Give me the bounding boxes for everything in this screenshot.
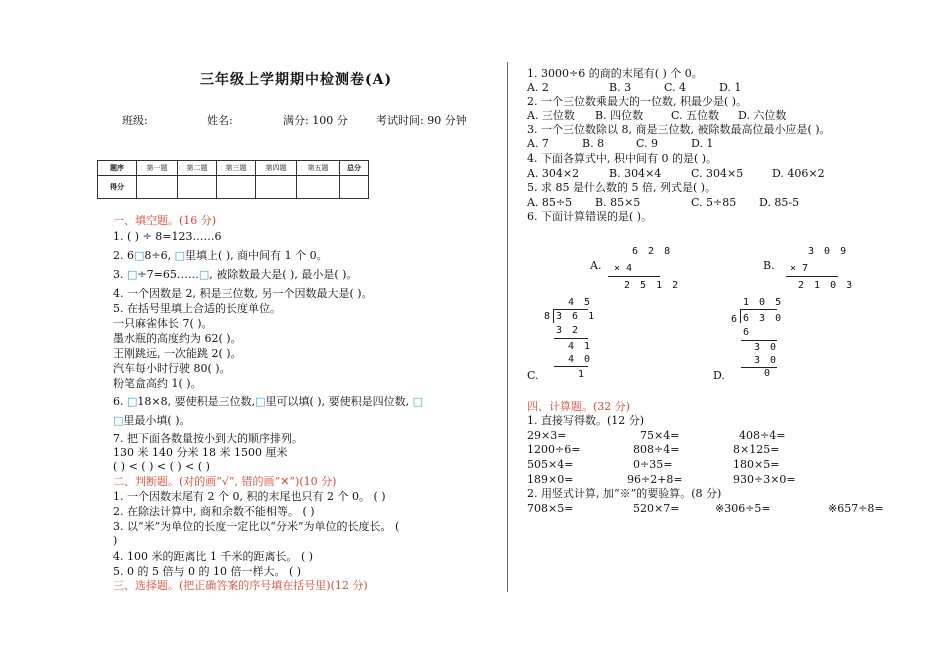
calc-a-label: A. [590, 259, 602, 272]
judge-q2: 2. 在除法计算中, 商和余数不能相等。 ( ) [113, 505, 315, 518]
blank-box-icon: □ [127, 268, 138, 281]
fill-q5: 5. 在括号里填上合适的长度单位。 [113, 302, 281, 315]
calc-c-dividend: 3 6 1 [556, 311, 597, 322]
calc-a-result: 2 5 1 2 [624, 280, 681, 291]
judge-q4: 4. 100 米的距离比 1 千米的距离长。 ( ) [113, 550, 314, 563]
score-row-label: 得分 [98, 176, 137, 199]
blank-box-icon: □ [412, 395, 423, 408]
choice-q3-b: B. 8 [582, 137, 605, 150]
score-cell[interactable] [256, 176, 297, 199]
calc-d-divisor: 6 [731, 314, 740, 325]
calc-a-top: 6 2 8 [632, 246, 673, 257]
oral-item: 505×4= [527, 458, 574, 471]
calc-a-line [608, 276, 660, 277]
fill-q6 [113, 395, 423, 409]
calc-d-dividend: 6 3 0 [743, 313, 784, 324]
calc-c-quotient: 4 5 [568, 297, 593, 308]
choice-q5-c: C. 5÷85 [691, 196, 737, 209]
calc-c-label: C. [527, 369, 539, 382]
choice-q2: 2. 一个三位数乘最大的一位数, 积最少是( )。 [527, 95, 748, 108]
calc-a-mul: × 4 [614, 263, 633, 274]
full-score: 满分: 100 分 [283, 114, 348, 127]
class-field: 班级: [122, 114, 148, 127]
fill-q7-items: 130 米 140 分米 18 米 1500 厘米 [113, 446, 288, 459]
calc-b-result: 2 1 0 3 [798, 280, 855, 291]
choice-q5-a: A. 85÷5 [527, 196, 573, 209]
fill-q5-3: 王刚跳远, 一次能跳 2( )。 [113, 347, 242, 360]
calc-d-bracket [740, 309, 741, 323]
blank-box-icon: □ [255, 395, 266, 408]
score-cell[interactable] [217, 176, 256, 199]
choice-q3: 3. 一个三位数除以 8, 商是三位数, 被除数最高位最小应是( )。 [527, 123, 831, 136]
score-cell[interactable] [340, 176, 369, 199]
choice-q1-d: D. 1 [719, 81, 742, 94]
choice-q2-c: C. 五位数 [671, 109, 720, 122]
score-table [97, 160, 369, 199]
judge-q5: 5. 0 的 5 倍与 0 的 10 倍一样大。 ( ) [113, 565, 302, 578]
oral-item: 29×3= [527, 429, 567, 442]
choice-q4: 4. 下面各算式中, 积中间有 0 的是( )。 [527, 152, 718, 165]
calc-b-label: B. [763, 259, 775, 272]
calc-d-label: D. [713, 369, 725, 382]
fill-q7-blanks: ( ) < ( ) < ( ) < ( ) [113, 460, 210, 473]
choice-q3-a: A. 7 [527, 137, 549, 150]
blank-box-icon: □ [134, 249, 145, 262]
calc-k2: 2. 用竖式计算, 加“※”的要验算。(8 分) [527, 487, 722, 500]
fill-q5-1: 一只麻雀体长 7( )。 [113, 317, 213, 330]
judge-q3-cont: ) [113, 534, 118, 547]
blank-box-icon: □ [174, 249, 186, 262]
section-choice-title: 三、选择题。(把正确答案的序号填在括号里)(12 分) [113, 579, 368, 592]
fill-q5-5: 粉笔盒高约 1( )。 [113, 377, 202, 390]
calc-d-rem2: 0 [764, 368, 773, 379]
vertical-item: 520×7= [633, 502, 680, 515]
score-cell[interactable] [297, 176, 340, 199]
score-header: 第四题 [256, 161, 297, 176]
choice-q4-d: D. 406×2 [772, 167, 825, 180]
column-divider [507, 62, 508, 592]
choice-q5-b: B. 85×5 [595, 196, 641, 209]
calc-c-sub1: 3 2 [556, 325, 581, 336]
calc-d-sub2: 3 0 [754, 355, 779, 366]
choice-q1-c: C. 4 [664, 81, 687, 94]
calc-c-rem2: 1 [578, 369, 587, 380]
calc-d-quotient: 1 0 5 [743, 297, 784, 308]
calc-c-bracket [553, 309, 554, 323]
vertical-item: ※657÷8= [828, 502, 884, 515]
calc-d-rem1: 3 0 [754, 342, 779, 353]
oral-item: 0÷35= [633, 458, 673, 471]
fill-q5-4: 汽车每小时行驶 80( )。 [113, 362, 231, 375]
choice-q5-d: D. 85-5 [759, 196, 800, 209]
choice-q1: 1. 3000÷6 的商的末尾有( ) 个 0。 [527, 67, 703, 80]
score-header: 第二题 [178, 161, 217, 176]
oral-item: 1200÷6= [527, 443, 581, 456]
calc-c-rem1: 4 1 [568, 341, 593, 352]
oral-item: 189×0= [527, 473, 574, 486]
fill-q3 [113, 268, 357, 282]
score-header: 题序 [98, 161, 137, 176]
choice-q3-c: C. 9 [636, 137, 659, 150]
fill-q6-cont [113, 414, 191, 428]
calc-b-line [786, 276, 838, 277]
oral-item: 180×5= [733, 458, 780, 471]
choice-q2-b: B. 四位数 [595, 109, 644, 122]
choice-q6: 6. 下面计算错误的是( )。 [527, 210, 653, 223]
calc-d-sub1: 6 [743, 327, 752, 338]
name-field: 姓名: [207, 114, 233, 127]
choice-q4-c: C. 304×5 [691, 167, 744, 180]
oral-item: 930÷3×0= [733, 473, 796, 486]
exam-time: 考试时间: 90 分钟 [376, 114, 467, 127]
fill-q4: 4. 一个因数是 2, 积是三位数, 另一个因数最大是( )。 [113, 287, 373, 300]
q6-mid: 18×8, 要使积是三位数, [137, 395, 256, 408]
vertical-item: 708×5= [527, 502, 574, 515]
score-header: 第三题 [217, 161, 256, 176]
blank-box-icon: □ [198, 268, 210, 281]
choice-q2-d: D. 六位数 [738, 109, 787, 122]
oral-item: 808÷4= [633, 443, 680, 456]
calc-b-top: 3 0 9 [808, 246, 849, 257]
calc-c-divisor: 8 [544, 311, 553, 322]
q6-tail: 里可以填( ), 要使积是四位数, [265, 395, 410, 408]
fill-q5-2: 墨水瓶的高度约为 62( )。 [113, 332, 242, 345]
q6-end: 里最小填( )。 [123, 414, 191, 427]
score-header: 第五题 [297, 161, 340, 176]
oral-item: 408÷4= [739, 429, 786, 442]
choice-q2-a: A. 三位数 [527, 109, 575, 122]
oral-item: 75×4= [640, 429, 680, 442]
section-judge-title: 二、判断题。(对的画“√”, 错的画“✕”)(10 分) [113, 475, 337, 488]
judge-q3: 3. 以“米”为单位的长度一定比以“分米”为单位的长度长。 ( [113, 520, 400, 533]
vertical-item: ※306÷5= [715, 502, 771, 515]
calc-d-bar [741, 309, 777, 310]
score-header: 总分 [340, 161, 369, 176]
section-calc-title: 四、计算题。(32 分) [527, 400, 631, 413]
calc-c-line2 [554, 366, 588, 367]
choice-q5: 5. 求 85 是什么数的 5 倍, 列式是( )。 [527, 181, 717, 194]
choice-q3-d: D. 1 [691, 137, 714, 150]
judge-q1: 1. 一个因数末尾有 2 个 0, 积的末尾也只有 2 个 0。 ( ) [113, 490, 386, 503]
calc-c-sub2: 4 0 [568, 354, 593, 365]
choice-q4-a: A. 304×2 [527, 167, 580, 180]
choice-q4-b: B. 304×4 [609, 167, 662, 180]
calc-c-line1 [554, 338, 588, 339]
q3-mid: ÷7=65…… [137, 268, 199, 281]
oral-item: 96÷2+8= [627, 473, 683, 486]
calc-b-mul: × 7 [790, 263, 809, 274]
q3-suffix: , 被除数最大是( ), 最小是( )。 [209, 268, 358, 281]
score-header: 第一题 [137, 161, 178, 176]
section-fill-title: 一、填空题。(16 分) [113, 214, 217, 227]
q6-prefix: 6. [113, 395, 124, 408]
oral-item: 8×125= [733, 443, 780, 456]
choice-q1-b: B. 3 [609, 81, 632, 94]
score-cell[interactable] [178, 176, 217, 199]
fill-q7: 7. 把下面各数量按小到大的顺序排列。 [113, 432, 303, 445]
blank-box-icon: □ [127, 395, 138, 408]
fill-q2 [113, 249, 328, 263]
fill-q1: 1. ( ) ÷ 8=123……6 [113, 230, 222, 243]
choice-q1-a: A. 2 [527, 81, 549, 94]
q2-mid: 8÷6, [144, 249, 172, 262]
q3-prefix: 3. [113, 268, 124, 281]
blank-box-icon: □ [113, 414, 124, 427]
q2-suffix: 里填上( ), 商中间有 1 个 0。 [185, 249, 328, 262]
calc-k1: 1. 直接写得数。(12 分) [527, 414, 645, 427]
q2-prefix: 2. 6 [113, 249, 134, 262]
page-title: 三年级上学期期中检测卷(A) [200, 72, 393, 88]
score-cell[interactable] [137, 176, 178, 199]
